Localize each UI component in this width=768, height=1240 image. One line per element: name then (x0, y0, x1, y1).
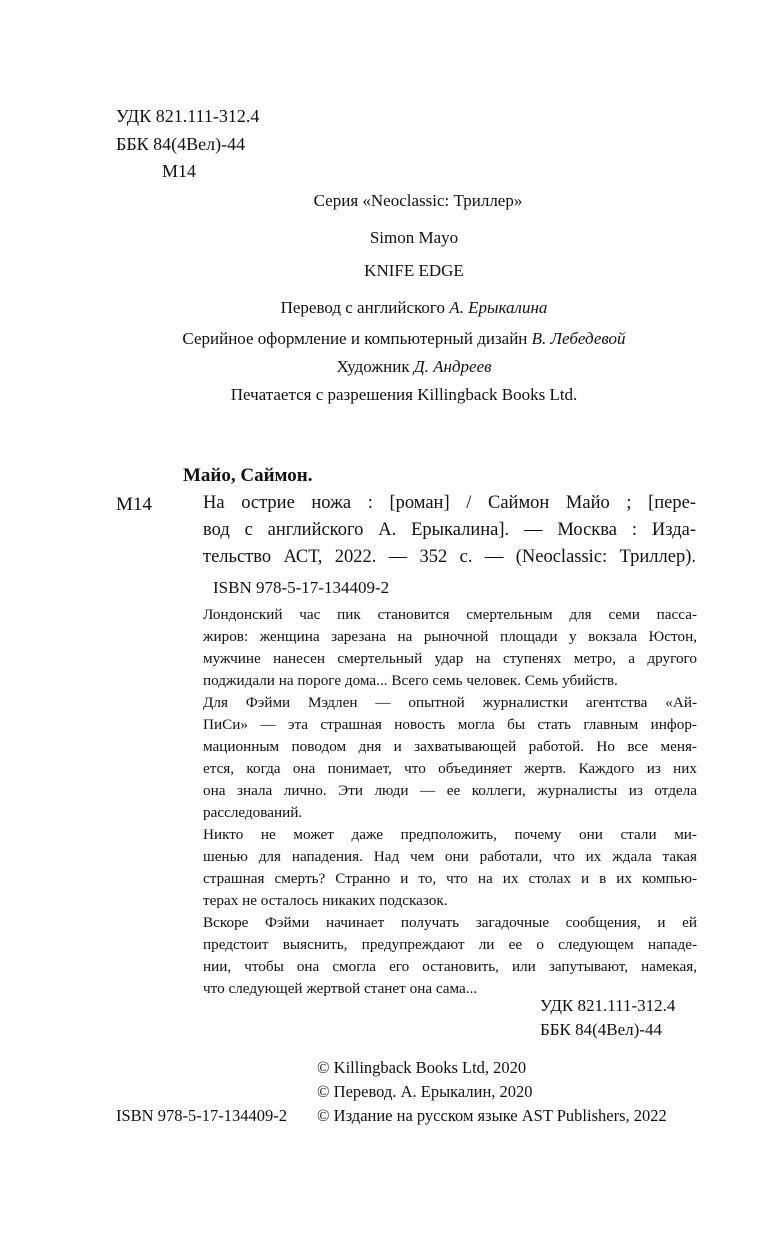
copyright-original: © Killingback Books Ltd, 2020 (317, 1058, 527, 1077)
artist-line (30, 356, 768, 378)
catalog-author-mark: М14 (116, 494, 152, 515)
annotation-line: мационным поводом дня и захватывающей работой. Но все меня- (203, 738, 697, 755)
catalog-isbn: ISBN 978-5-17-134409-2 (213, 578, 390, 597)
annotation-line: предстоит выяснить, предупреждают ли ее о следующем нападе- (203, 936, 697, 953)
artist-name: Д. Андреев (413, 357, 492, 376)
annotation-line: что следующей жертвой станет она сама... (203, 980, 478, 997)
annotation-line: нии, чтобы она смогла его остановить, или запутывают, намекая, (203, 958, 697, 975)
copyright-translation: © Перевод. А. Ерыкалин, 2020 (317, 1082, 533, 1101)
translation-line (30, 297, 768, 319)
author-english: Simon Mayo (369, 228, 459, 247)
annotation-line: Никто не может даже предположить, почему они стали ми- (203, 826, 697, 843)
annotation-line: расследований. (203, 804, 303, 821)
catalog-author-heading: Майо, Саймон. (183, 465, 313, 486)
annotation (203, 604, 697, 1000)
annotation-line: Лондонский час пик становится смертельным для семи пасса- (203, 606, 697, 623)
annotation-line: терах не осталось никаких подсказок. (203, 892, 448, 909)
annotation-line: Вскоре Фэйми начинает получать загадочные сообщения, и ей (203, 914, 697, 931)
translator-name: А. Ерыкалина (449, 298, 548, 317)
bbk-code-bottom: ББК 84(4Вел)-44 (540, 1020, 662, 1039)
annotation-line: она знала лично. Эти люди — ее коллеги, журналисты из отдела (203, 782, 697, 799)
udk-code-bottom: УДК 821.111-312.4 (540, 996, 676, 1015)
annotation-line: мужчине нанесен смертельный удар на ступенях метро, а другого (203, 650, 697, 667)
license-line: Печатается с разрешения Killingback Books Ltd. (230, 385, 578, 404)
design-line (20, 328, 768, 350)
bbk-code-top: ББК 84(4Вел)-44 (116, 134, 246, 154)
author-mark-top: М14 (162, 161, 197, 181)
annotation-line: Для Фэйми Мэдлен — опытной журналистки агентства «Ай- (203, 694, 697, 711)
catalog-description-line: тельство АСТ, 2022. — 352 с. — (Neoclassic: Триллер). (203, 547, 696, 567)
annotation-line: шенью для нападения. Над чем они работали, что их ждала такая (203, 848, 697, 865)
udk-code-top: УДК 821.111-312.4 (116, 106, 260, 126)
catalog-description (203, 490, 696, 571)
designer-name: В. Лебедевой (531, 329, 626, 348)
translation-prefix: Перевод с английского (280, 298, 450, 317)
title-english: KNIFE EDGE (364, 261, 464, 280)
series-line: Серия «Neoclassic: Триллер» (313, 191, 523, 210)
copyright-edition: © Издание на русском языке AST Publishers, 2022 (317, 1106, 667, 1125)
annotation-line: ПиСи» — эта страшная новость могла бы стать главным инфор- (203, 716, 697, 733)
design-prefix: Серийное оформление и компьютерный дизайн (182, 329, 532, 348)
annotation-line: поджидали на пороге дома... Всего семь человек. Семь убийств. (203, 672, 618, 689)
artist-prefix: Художник (336, 357, 414, 376)
annotation-line: жиров: женщина зарезана на рыночной площади у вокзала Юстон, (203, 628, 697, 645)
annotation-line: страшная смерть? Странно и то, что на их столах и в их компью- (203, 870, 697, 887)
annotation-line: ется, когда она понимает, что объединяет жертв. Каждого из них (203, 760, 697, 777)
catalog-description-line: На острие ножа : [роман] / Саймон Майо ; [пере- (203, 493, 696, 513)
copyright-isbn: ISBN 978-5-17-134409-2 (116, 1106, 287, 1125)
catalog-description-line: вод с английского А. Ерыкалина]. — Москва : Изда- (203, 520, 696, 540)
